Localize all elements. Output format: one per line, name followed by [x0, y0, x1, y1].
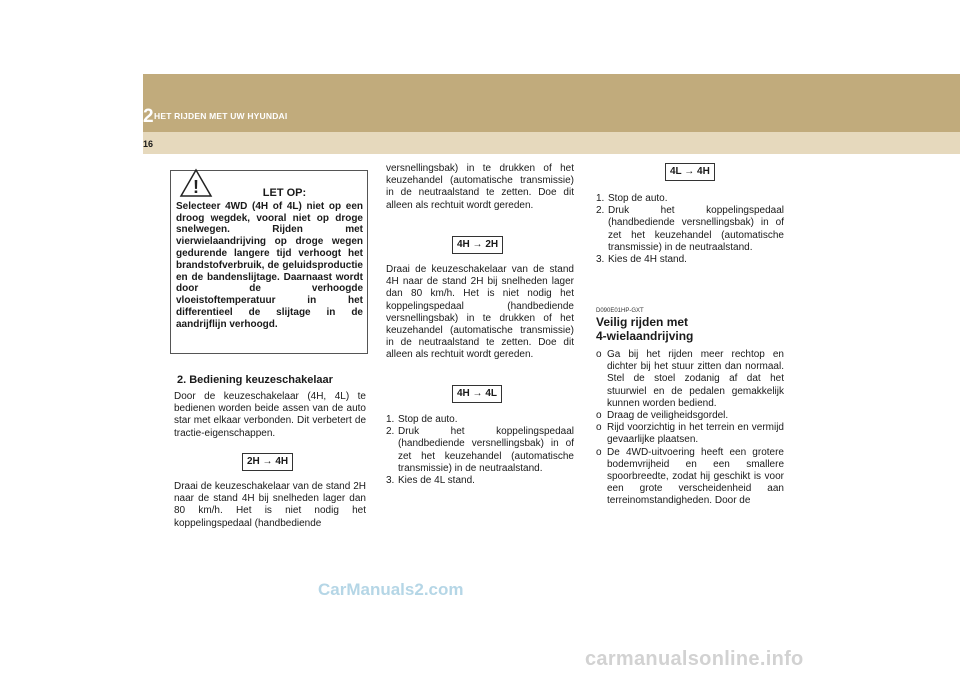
col1-para-block — [174, 481, 366, 530]
chapter-title: HET RIJDEN MET UW HYUNDAI — [154, 111, 288, 121]
col2-step-list — [386, 414, 574, 487]
list-item: 1. Stop de auto. — [386, 414, 458, 425]
col3-steps-block — [596, 193, 784, 266]
col1-intro-block — [174, 391, 366, 440]
list-item: 2. Druk het koppelingspedaal (handbediende versnellingsbak) in of zet het keuzehandel (automatische transmissie) in de neutraalstand. — [386, 426, 574, 474]
section-heading-selector: 2. Bediening keuzeschakelaar — [177, 374, 333, 386]
col2-para-4h-2h: Draai de keuzeschakelaar van de stand 4H naar de stand 2H bij snelheden lager dan 80 km/h. Het is niet nodig het koppelingspedaal (handbediende versnellingsbak) in te drukken of het keuzehandel (automatische transmissie) in de neutraalstand te zetten. Doe dit alleen als rechtuit wordt gereden. — [386, 264, 574, 361]
section-code: D090E01HP-GXT — [596, 308, 644, 314]
col1-intro: Door de keuzeschakelaar (4H, 4L) te bedienen worden beide assen van de auto star met elkaar verbonden. Dit verbetert de tractie-eigenschappen. — [174, 391, 366, 439]
col3-bullets-block — [596, 349, 784, 508]
section-title-safe-driving: Veilig rijden met 4-wielaandrijving — [596, 315, 694, 343]
warning-box — [170, 170, 368, 354]
list-item: o De 4WD-uitvoering heeft een grotere bodemvrijheid en een smallere spoorbreedte, zodat hij geschikt is voor een grote verscheidenheid aan terreinomstandigheden. Door de — [596, 446, 784, 507]
mode-box-4h-2h: 4H → 2H — [452, 236, 503, 254]
svg-text:!: ! — [193, 177, 199, 197]
list-item: 3. Kies de 4H stand. — [596, 254, 687, 266]
warning-triangle-icon — [179, 168, 213, 198]
list-item: 1. Stop de auto. — [596, 193, 668, 204]
warning-body: Selecteer 4WD (4H of 4L) niet op een droog wegdek, vooral niet op droge snelwegen. Rijden met vierwielaandrijving op droge wegen gedurende langere tijd verhoogt het brandstofverbruik, de geluidsproductie en de bandenslijtage. Daarnaast wordt door de verhoogde vloeistoftemperatuur in het differentieel de slijtage in de aandrijflijn verhoogd. — [176, 200, 363, 330]
mode-box-2h-4h: 2H → 4H — [242, 453, 293, 471]
list-item: o Draag de veiligheidsgordel. — [596, 410, 729, 422]
warning-title: LET OP: — [262, 187, 307, 199]
col2-cont: versnellingsbak) in te drukken of het keuzehandel (automatische transmissie) in de neutraalstand te zetten. Doe dit alleen als rechtuit wordt gereden. — [386, 163, 574, 211]
list-item: 3. Kies de 4L stand. — [386, 475, 475, 487]
list-item: o Rijd voorzichtig in het terrein en vermijd gevaarlijke plaatsen. — [596, 422, 784, 446]
list-item: 2. Druk het koppelingspedaal (handbediende versnellingsbak) in of zet het keuzehandel (automatische transmissie) in de neutraalstand. — [596, 205, 784, 253]
mode-box-4l-4h: 4L → 4H — [665, 163, 715, 181]
header-lower-band — [143, 132, 960, 154]
mode-box-4h-4l: 4H → 4L — [452, 385, 502, 403]
col2-para-block — [386, 264, 574, 362]
col1-para-2h-4h: Draai de keuzeschakelaar van de stand 2H naar de stand 4H bij snelheden lager dan 80 km/h. Het is niet nodig het koppelingspedaal (handbediende — [174, 481, 366, 529]
page-number: 16 — [143, 139, 154, 149]
watermark-carmanuals: CarManuals2.com — [318, 580, 464, 599]
list-item: o Ga bij het rijden meer rechtop en dichter bij het stuur zitten dan normaal. Stel de stoel zodanig af dat het stuurwiel en de pedalen gemakkelijk kunnen worden bediend. — [596, 349, 784, 409]
col3-bullet-list — [596, 349, 784, 508]
col2-steps-block — [386, 414, 574, 487]
header-band — [143, 74, 960, 132]
col3-step-list — [596, 193, 784, 266]
chapter-number: 2 — [143, 106, 154, 127]
col2-cont-block — [386, 163, 574, 212]
watermark-online: carmanualsonline.info — [585, 648, 804, 670]
